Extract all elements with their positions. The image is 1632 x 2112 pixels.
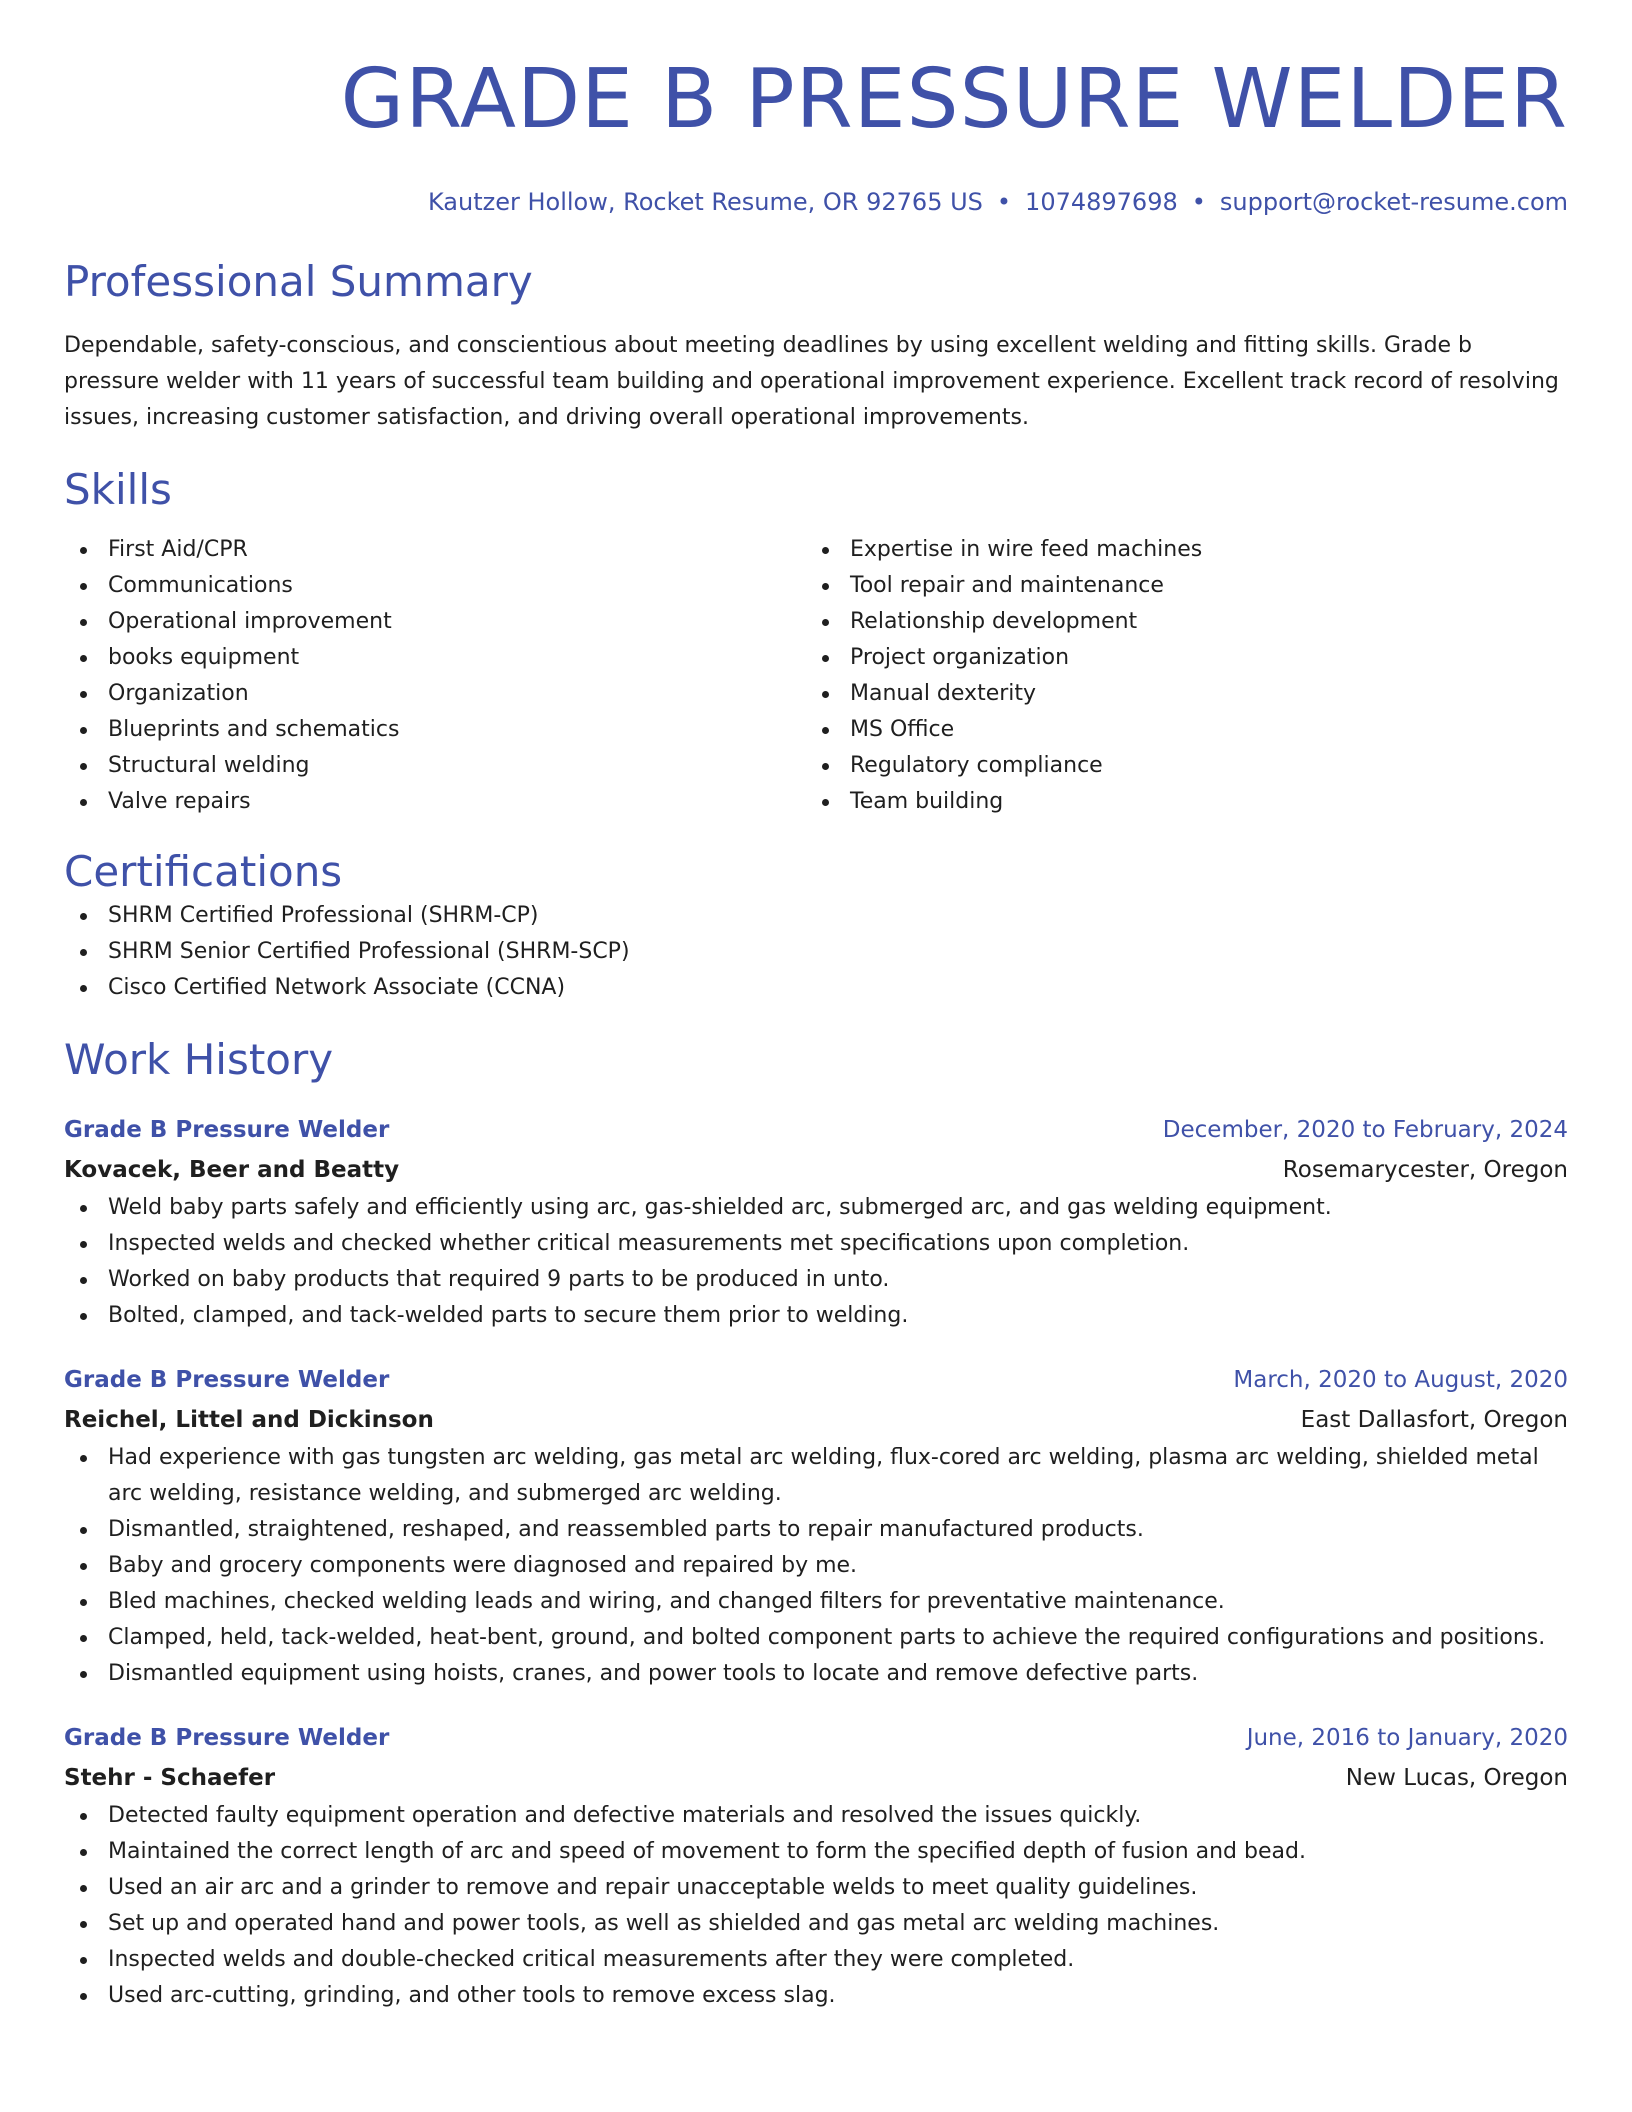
list-item: Manual dexterity: [806, 676, 1548, 712]
list-item: Bolted, clamped, and tack-welded parts to secure them prior to welding.: [64, 1298, 1568, 1334]
skills-column-left: [64, 532, 806, 820]
contact-email: support@rocket-resume.com: [1219, 188, 1568, 216]
candidate-name: GRADE B PRESSURE WELDER: [340, 52, 1568, 147]
list-item: Cisco Certified Network Associate (CCNA): [64, 970, 1568, 1006]
job-bullets: [64, 1440, 1568, 1692]
skills-list-right: [806, 532, 1548, 820]
list-item: Used arc-cutting, grinding, and other tools to remove excess slag.: [64, 1978, 1568, 2014]
list-item: Blueprints and schematics: [64, 712, 806, 748]
list-item: First Aid/CPR: [64, 532, 806, 568]
skills-section: [64, 464, 1568, 820]
job-title-row: [64, 1110, 1568, 1150]
job-company: Reichel, Littel and Dickinson: [64, 1407, 434, 1433]
list-item: Team building: [806, 784, 1548, 820]
job-company: Stehr - Schaefer: [64, 1765, 276, 1791]
skills-heading: Skills: [64, 465, 172, 514]
job-entry: [64, 1360, 1568, 1692]
list-item: Inspected welds and double-checked critical measurements after they were completed.: [64, 1942, 1568, 1978]
list-item: MS Office: [806, 712, 1548, 748]
list-item: Relationship development: [806, 604, 1548, 640]
job-title: Grade B Pressure Welder: [64, 1367, 390, 1393]
list-item: Bled machines, checked welding leads and wiring, and changed filters for preventative maintenance.: [64, 1584, 1568, 1620]
list-item: Structural welding: [64, 748, 806, 784]
job-location: Rosemarycester, Oregon: [1282, 1157, 1568, 1183]
job-title-row: [64, 1360, 1568, 1400]
contact-separator: •: [996, 188, 1012, 216]
job-dates: December, 2020 to February, 2024: [1162, 1117, 1568, 1143]
job-bullets: [64, 1190, 1568, 1334]
job-entry: [64, 1718, 1568, 2014]
job-location: East Dallasfort, Oregon: [1300, 1407, 1568, 1433]
list-item: Maintained the correct length of arc and speed of movement to form the specified depth of fusion and bead.: [64, 1834, 1568, 1870]
list-item: Had experience with gas tungsten arc welding, gas metal arc welding, flux-cored arc welding, plasma arc welding, shielded metal arc welding, resistance welding, and submerged arc welding.: [64, 1440, 1568, 1512]
list-item: Inspected welds and checked whether critical measurements met specifications upon completion.: [64, 1226, 1568, 1262]
work-history-section: [64, 1034, 1568, 2014]
certifications-section: [64, 846, 1568, 1006]
summary-section: [64, 256, 1568, 436]
skills-column-right: [806, 532, 1548, 820]
list-item: Operational improvement: [64, 604, 806, 640]
certifications-heading: Certifications: [64, 847, 343, 896]
list-item: Worked on baby products that required 9 parts to be produced in unto.: [64, 1262, 1568, 1298]
skills-columns: [64, 532, 1568, 820]
summary-text: Dependable, safety-conscious, and conscientious about meeting deadlines by using excellent welding and fitting skills. Grade b pressure welder with 11 years of successful team building and operational improvement experience. Excellent track record of resolving issues, increasing customer satisfaction, and driving overall operational improvements.: [64, 333, 1559, 430]
list-item: books equipment: [64, 640, 806, 676]
contact-address: Kautzer Hollow, Rocket Resume, OR 92765 US: [427, 188, 983, 216]
list-item: Baby and grocery components were diagnosed and repaired by me.: [64, 1548, 1568, 1584]
job-title: Grade B Pressure Welder: [64, 1117, 390, 1143]
job-title-row: [64, 1718, 1568, 1758]
contact-line: [64, 186, 1568, 218]
skills-list-left: [64, 532, 806, 820]
contact-phone: 1074897698: [1025, 188, 1178, 216]
list-item: Communications: [64, 568, 806, 604]
list-item: Expertise in wire feed machines: [806, 532, 1548, 568]
list-item: Tool repair and maintenance: [806, 568, 1548, 604]
list-item: Valve repairs: [64, 784, 806, 820]
list-item: Clamped, held, tack-welded, heat-bent, ground, and bolted component parts to achieve the required configurations and positions.: [64, 1620, 1568, 1656]
job-bullets: [64, 1798, 1568, 2014]
list-item: Regulatory compliance: [806, 748, 1548, 784]
list-item: Dismantled equipment using hoists, cranes, and power tools to locate and remove defective parts.: [64, 1656, 1568, 1692]
job-location: New Lucas, Oregon: [1345, 1765, 1568, 1791]
job-dates: March, 2020 to August, 2020: [1233, 1367, 1568, 1393]
list-item: Dismantled, straightened, reshaped, and reassembled parts to repair manufactured products.: [64, 1512, 1568, 1548]
list-item: Used an air arc and a grinder to remove and repair unacceptable welds to meet quality guidelines.: [64, 1870, 1568, 1906]
list-item: Detected faulty equipment operation and defective materials and resolved the issues quickly.: [64, 1798, 1568, 1834]
job-title: Grade B Pressure Welder: [64, 1725, 390, 1751]
job-company: Kovacek, Beer and Beatty: [64, 1157, 400, 1183]
summary-heading: Professional Summary: [64, 257, 533, 306]
job-dates: June, 2016 to January, 2020: [1246, 1725, 1568, 1751]
list-item: Organization: [64, 676, 806, 712]
list-item: Weld baby parts safely and efficiently using arc, gas-shielded arc, submerged arc, and gas welding equipment.: [64, 1190, 1568, 1226]
job-company-row: [64, 1150, 1568, 1190]
job-company-row: [64, 1400, 1568, 1440]
certifications-list: [64, 898, 1568, 1006]
list-item: SHRM Senior Certified Professional (SHRM-SCP): [64, 934, 1568, 970]
list-item: Set up and operated hand and power tools, as well as shielded and gas metal arc welding machines.: [64, 1906, 1568, 1942]
resume-header: [64, 0, 1568, 218]
job-entry: [64, 1110, 1568, 1334]
list-item: SHRM Certified Professional (SHRM-CP): [64, 898, 1568, 934]
work-history-heading: Work History: [64, 1035, 334, 1084]
contact-separator: •: [1191, 188, 1206, 216]
job-company-row: [64, 1758, 1568, 1798]
list-item: Project organization: [806, 640, 1548, 676]
